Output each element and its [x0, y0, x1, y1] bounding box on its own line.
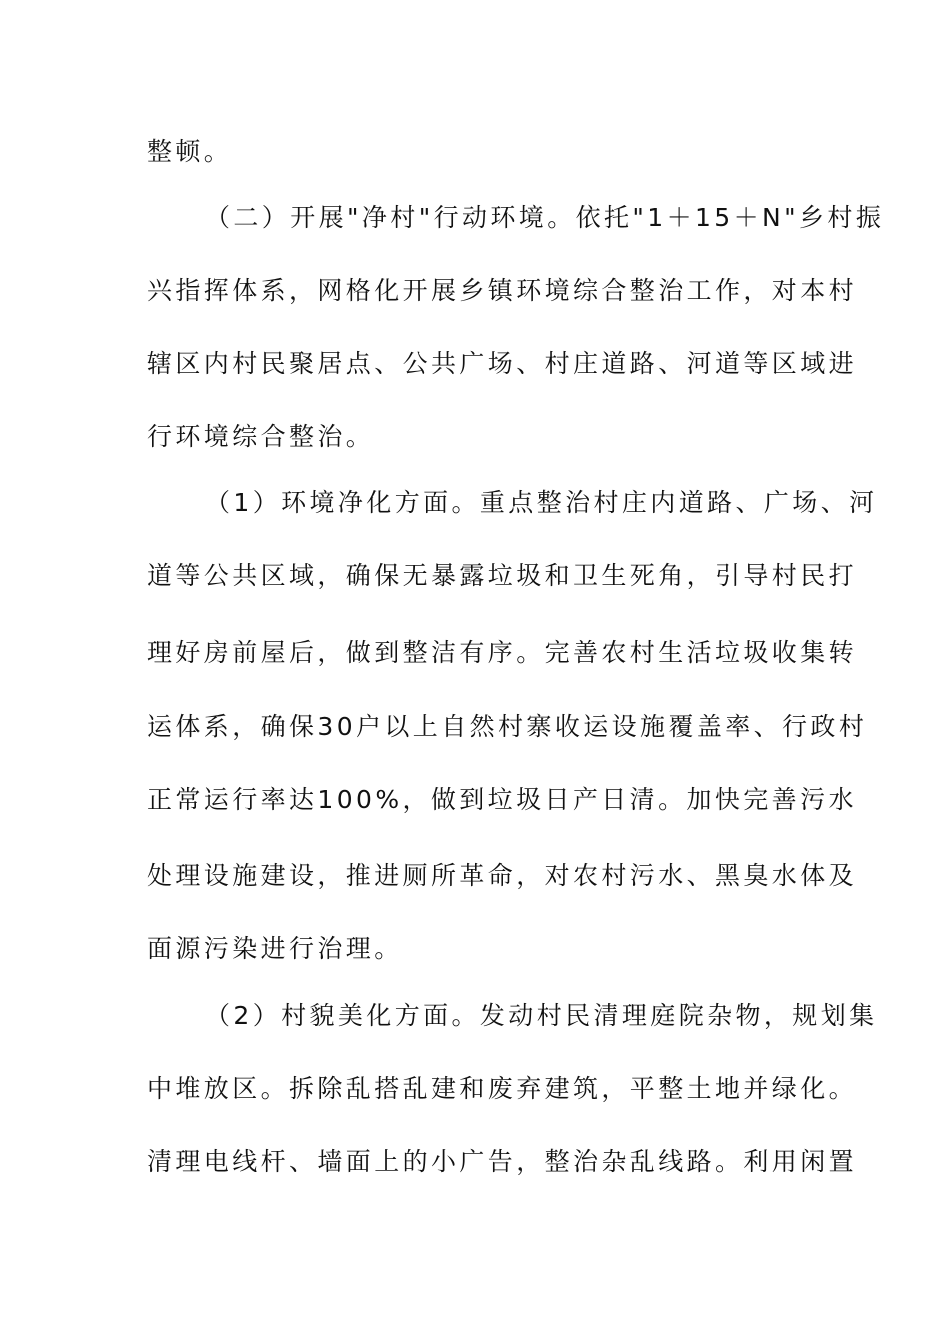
text-line-4: 辖区内村民聚居点、公共广场、村庄道路、河道等区域进 [147, 349, 858, 378]
text-line-10: 正常运行率达100%，做到垃圾日产日清。加快完善污水 [147, 785, 857, 814]
text-line-2: （二）开展"净村"行动环境。依托"1＋15＋N"乡村振 [205, 203, 885, 232]
text-line-5: 行环境综合整治。 [147, 422, 375, 451]
text-line-3: 兴指挥体系，网格化开展乡镇环境综合整治工作，对本村 [147, 276, 858, 305]
text-line-12: 面源污染进行治理。 [147, 934, 403, 963]
text-line-7: 道等公共区域，确保无暴露垃圾和卫生死角，引导村民打 [147, 561, 858, 590]
text-line-11: 处理设施建设，推进厕所革命，对农村污水、黑臭水体及 [147, 861, 858, 890]
text-line-8: 理好房前屋后，做到整洁有序。完善农村生活垃圾收集转 [147, 638, 858, 667]
text-line-9: 运体系，确保30户以上自然村寨收运设施覆盖率、行政村 [147, 712, 868, 741]
text-line-15: 清理电线杆、墙面上的小广告，整治杂乱线路。利用闲置 [147, 1147, 858, 1176]
text-line-14: 中堆放区。拆除乱搭乱建和废弃建筑，平整土地并绿化。 [147, 1074, 858, 1103]
text-line-1: 整顿。 [147, 137, 233, 166]
text-line-6: （1）环境净化方面。重点整治村庄内道路、广场、河 [205, 488, 878, 517]
text-line-13: （2）村貌美化方面。发动村民清理庭院杂物，规划集 [205, 1001, 878, 1030]
